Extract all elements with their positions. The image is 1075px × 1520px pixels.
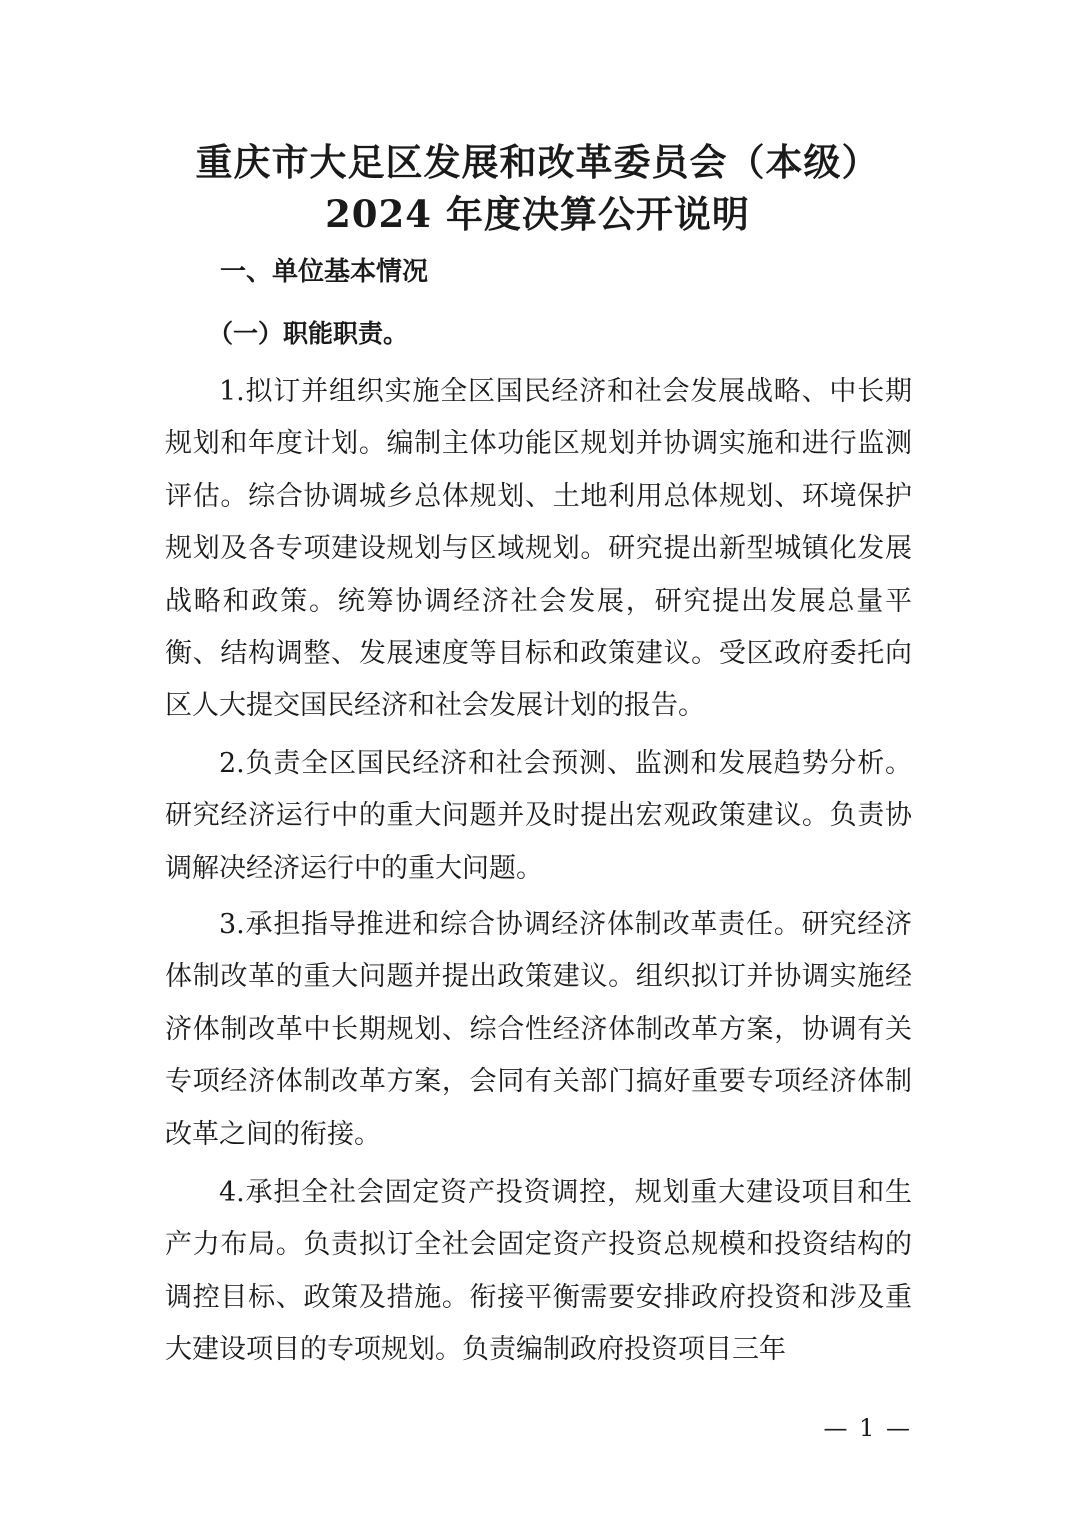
- page-number: — 1 —: [823, 1414, 912, 1442]
- paragraph-3: 3.承担指导推进和综合协调经济体制改革责任。研究经济体制改革的重大问题并提出政策建议。组织拟订并协调实施经济体制改革中长期规划、综合性经济体制改革方案，协调有关专项经济体制改革方案，会同有关部门搞好重要专项经济体制改革之间的衔接。: [165, 909, 912, 1150]
- paragraph-1: 1.拟订并组织实施全区国民经济和社会发展战略、中长期规划和年度计划。编制主体功能区规划并协调实施和进行监测评估。综合协调城乡总体规划、土地利用总体规划、环境保护规划及各专项建设规划与区域规划。研究提出新型城镇化发展战略和政策。统筹协调经济社会发展，研究提出发展总量平衡、结构调整、发展速度等目标和政策建议。受区政府委托向区人大提交国民经济和社会发展计划的报告。: [165, 376, 912, 722]
- document-title-line-2: 2024 年度决算公开说明: [325, 192, 750, 236]
- section-heading: 一、单位基本情况: [220, 257, 429, 287]
- subsection-heading: （一）职能职责。: [208, 319, 409, 348]
- paragraph-4: 4.承担全社会固定资产投资调控，规划重大建设项目和生产力布局。负责拟订全社会固定资产投资总规模和投资结构的调控目标、政策及措施。衔接平衡需要安排政府投资和涉及重大建设项目的专项规划。负责编制政府投资项目三年: [165, 1177, 912, 1366]
- document-title-line-1: 重庆市大足区发展和改革委员会（本级）: [195, 140, 880, 184]
- paragraph-2: 2.负责全区国民经济和社会预测、监测和发展趋势分析。研究经济运行中的重大问题并及时提出宏观政策建议。负责协调解决经济运行中的重大问题。: [165, 748, 912, 884]
